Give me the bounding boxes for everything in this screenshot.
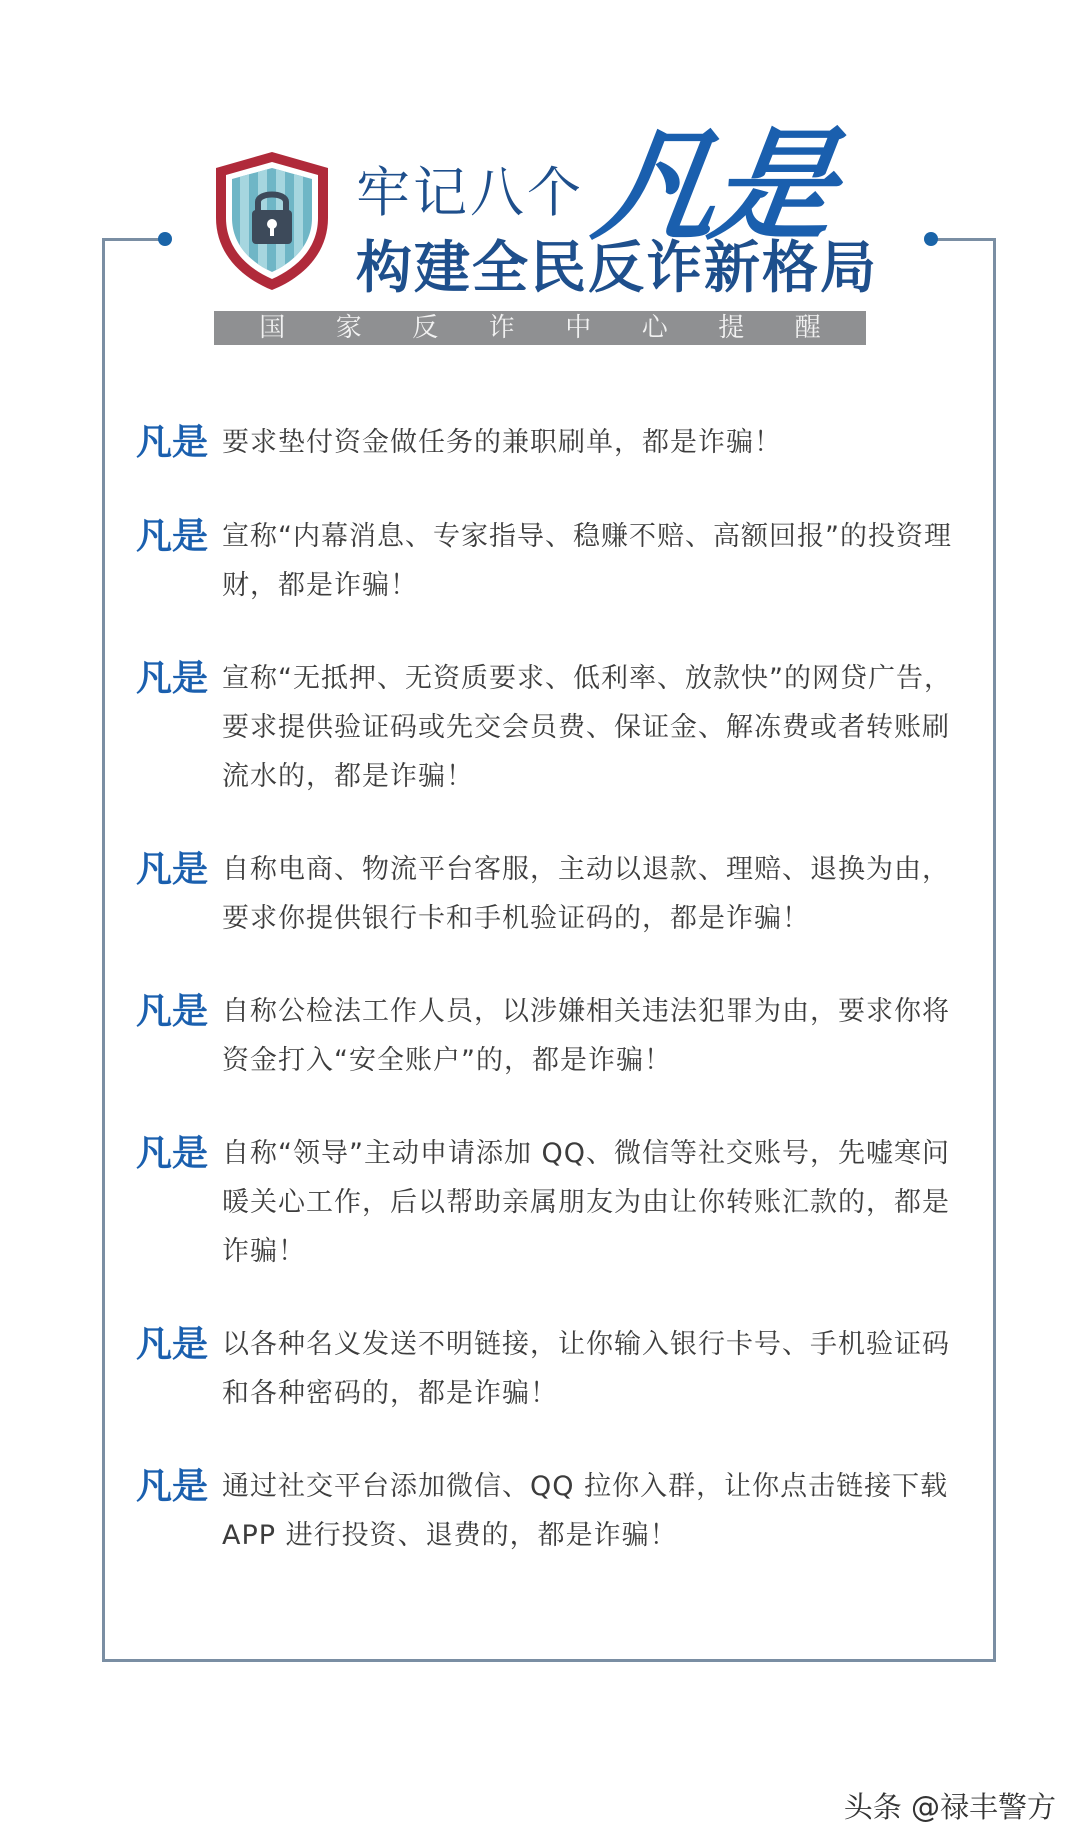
subtitle-char: 反 — [412, 313, 439, 343]
frame-top-left-line — [102, 238, 166, 241]
item-lead: 凡是 — [136, 422, 209, 463]
item-lead: 凡是 — [136, 1466, 209, 1507]
title-line-2: 构建全民反诈新格局 — [356, 236, 878, 301]
item-text: 以各种名义发送不明链接，让你输入银行卡号、手机验证码和各种密码的，都是诈骗！ — [222, 1329, 950, 1409]
rules-list — [136, 418, 956, 1604]
item-text: 宣称“内幕消息、专家指导、稳赚不赔、高额回报”的投资理财，都是诈骗！ — [222, 521, 952, 601]
title-big-fanshi: 凡是 — [586, 113, 839, 257]
watermark: 头条 @禄丰警方 — [843, 1790, 1056, 1824]
frame-dot-right — [924, 232, 938, 246]
subtitle-char: 家 — [335, 313, 362, 343]
item-lead: 凡是 — [136, 516, 209, 557]
item-text: 自称公检法工作人员，以涉嫌相关违法犯罪为由，要求你将资金打入“安全账户”的，都是诈骗！ — [222, 996, 950, 1076]
list-item — [136, 512, 956, 610]
item-lead: 凡是 — [136, 991, 209, 1032]
item-lead: 凡是 — [136, 849, 209, 890]
item-lead: 凡是 — [136, 1133, 209, 1174]
item-text: 宣称“无抵押、无资质要求、低利率、放款快”的网贷广告，要求提供验证码或先交会员费、保证金、解冻费或者转账刷流水的，都是诈骗！ — [222, 663, 952, 792]
list-item — [136, 418, 956, 468]
item-lead: 凡是 — [136, 1324, 209, 1365]
item-text: 通过社交平台添加微信、QQ 拉你入群，让你点击链接下载 APP 进行投资、退费的，都是诈骗！ — [222, 1471, 949, 1551]
item-text: 要求垫付资金做任务的兼职刷单，都是诈骗！ — [222, 427, 782, 458]
subtitle-bar — [214, 311, 866, 345]
list-item — [136, 1320, 956, 1418]
list-item — [136, 1462, 956, 1560]
item-text: 自称电商、物流平台客服，主动以退款、理赔、退换为由，要求你提供银行卡和手机验证码的，都是诈骗！ — [222, 854, 950, 934]
shield-lock-icon — [210, 148, 334, 294]
frame-top-right-line — [932, 238, 996, 241]
item-lead: 凡是 — [136, 658, 209, 699]
item-text: 自称“领导”主动申请添加 QQ、微信等社交账号，先嘘寒问暖关心工作，后以帮助亲属朋友为由让你转账汇款的，都是诈骗！ — [222, 1138, 951, 1267]
subtitle-char: 心 — [641, 313, 668, 343]
title-line-1: 牢记八个 — [356, 161, 584, 224]
list-item — [136, 1129, 956, 1276]
list-item — [136, 845, 956, 943]
subtitle-char: 国 — [259, 313, 286, 343]
subtitle-char: 中 — [565, 313, 592, 343]
subtitle-char: 醒 — [794, 313, 821, 343]
list-item — [136, 654, 956, 801]
subtitle-char: 提 — [718, 313, 745, 343]
subtitle-char: 诈 — [488, 313, 515, 343]
frame-dot-left — [158, 232, 172, 246]
list-item — [136, 987, 956, 1085]
